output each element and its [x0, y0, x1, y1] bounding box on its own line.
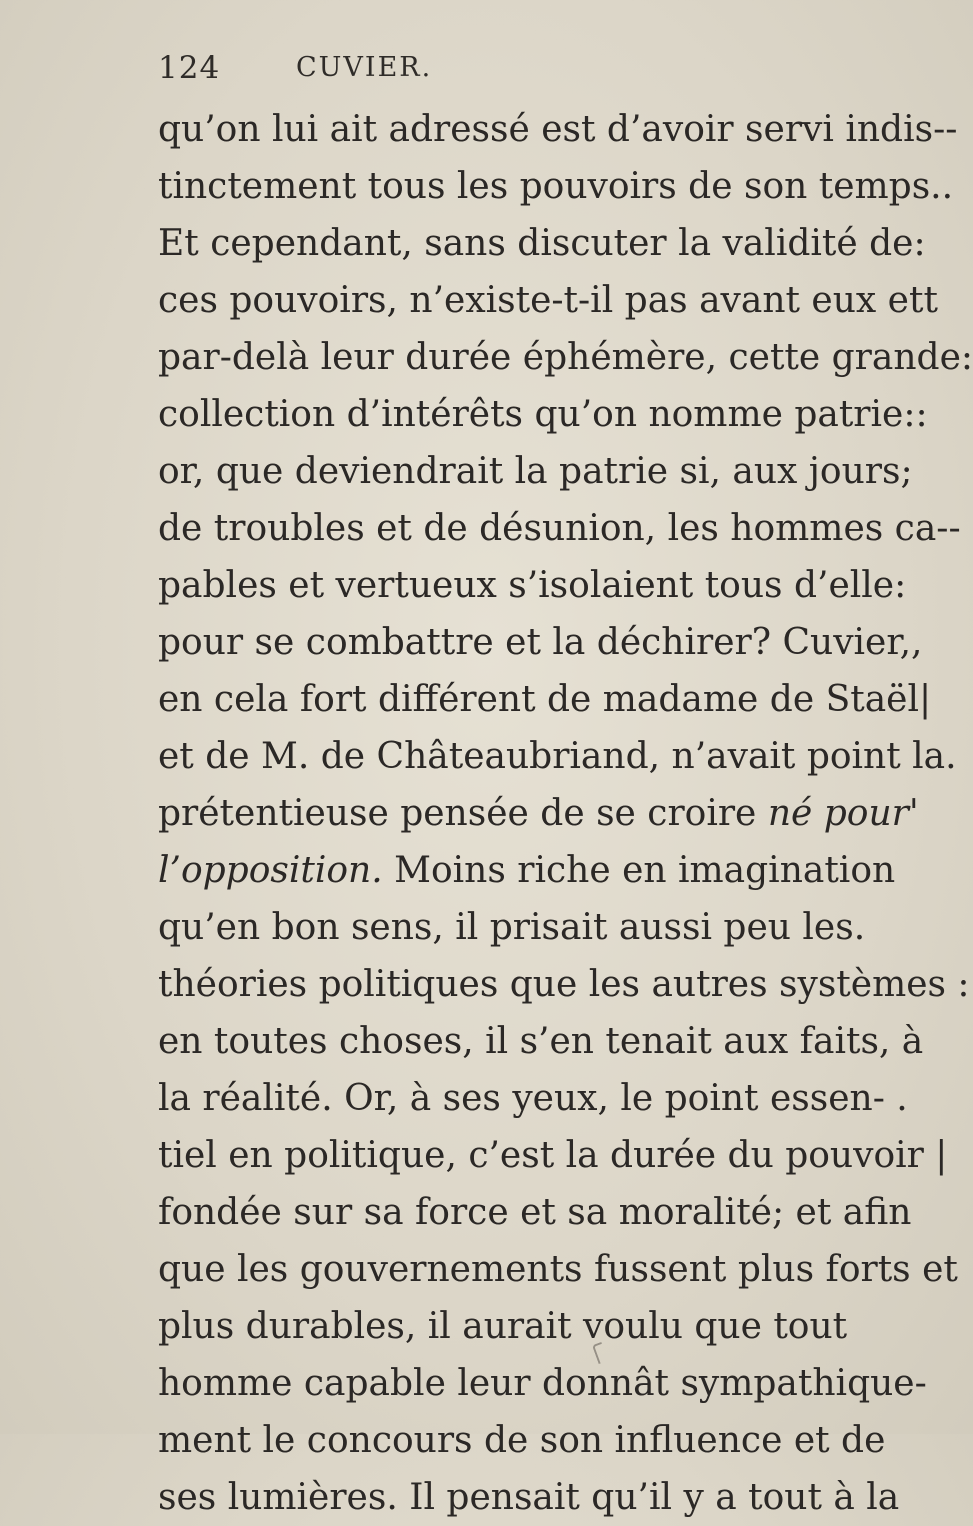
text-line-22: plus durables, il aurait voulu que tout	[158, 1306, 848, 1347]
page-number: 124	[158, 50, 221, 86]
text-line-9: pables et vertueux s’isolaient tous d’elle:	[158, 565, 907, 606]
italic-ne-pour: né pour	[767, 793, 909, 834]
text-line-2: tinctement tous les pouvoirs de son temps..	[158, 166, 954, 207]
text-line-14	[158, 842, 896, 899]
text-line-18: la réalité. Or, à ses yeux, le point essen- .	[158, 1078, 908, 1119]
text-line-15: qu’en bon sens, il prisait aussi peu les.	[158, 907, 866, 948]
text-line-12: et de M. de Châteaubriand, n’avait point la.	[158, 736, 957, 777]
text-line-21: que les gouvernements fussent plus forts et	[158, 1249, 958, 1290]
text-line-7: or, que deviendrait la patrie si, aux jours;	[158, 451, 913, 492]
text-line-23: homme capable leur donnât sympathique-	[158, 1363, 927, 1404]
text-line-19: tiel en politique, c’est la durée du pouvoir |	[158, 1135, 948, 1176]
text-line-1: qu’on lui ait adressé est d’avoir servi indis--	[158, 109, 958, 150]
text-line-25: ses lumières. Il pensait qu’il y a tout à la	[158, 1477, 900, 1518]
text-line-14-rest: Moins riche en imagination	[382, 850, 896, 891]
text-line-13-trail: '	[908, 793, 919, 834]
page-header	[158, 50, 718, 94]
text-line-24: ment le concours de son influence et de	[158, 1420, 886, 1461]
text-line-5: par-delà leur durée éphémère, cette grande:	[158, 337, 973, 378]
body-text	[158, 101, 973, 1526]
text-line-16: théories politiques que les autres systèmes :	[158, 964, 970, 1005]
text-line-4: ces pouvoirs, n’existe-t-il pas avant eux ett	[158, 280, 938, 321]
text-line-8: de troubles et de désunion, les hommes ca--	[158, 508, 961, 549]
text-line-13-start: prétentieuse pensée de se croire	[158, 793, 768, 834]
text-line-13	[158, 785, 919, 842]
text-line-3: Et cependant, sans discuter la validité de:	[158, 223, 926, 264]
text-line-17: en toutes choses, il s’en tenait aux faits, à	[158, 1021, 924, 1062]
italic-opposition: l’opposition.	[158, 850, 383, 891]
text-line-10: pour se combattre et la déchirer? Cuvier,,	[158, 622, 923, 663]
text-line-20: fondée sur sa force et sa moralité; et afin	[158, 1192, 912, 1233]
text-line-6: collection d’intérêts qu’on nomme patrie::	[158, 394, 928, 435]
text-line-11: en cela fort différent de madame de Staël|	[158, 679, 932, 720]
running-head: CUVIER.	[296, 52, 433, 83]
